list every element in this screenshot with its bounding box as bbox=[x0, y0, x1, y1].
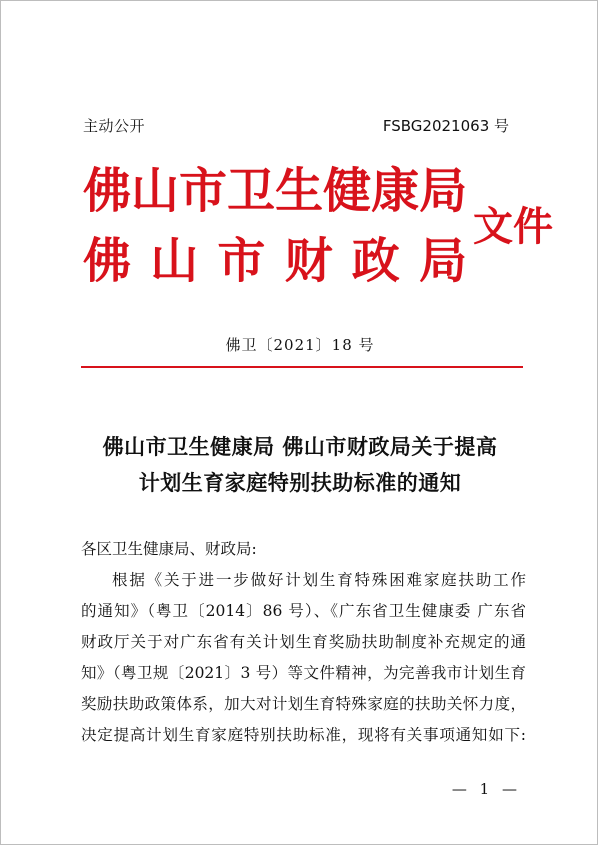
document-title-line-2: 计划生育家庭特别扶助标准的通知 bbox=[138, 470, 462, 495]
paragraph-line: 知》（粤卫规〔2021〕3 号）等文件精神，为完善我市计划生育 bbox=[81, 664, 526, 682]
page-number: — 1 — bbox=[451, 780, 521, 798]
disclosure-label: 主动公开 bbox=[83, 117, 146, 135]
issuer-char: 局 bbox=[419, 163, 468, 219]
document-number: 佛卫〔2021〕18 号 bbox=[225, 336, 375, 354]
paragraph-line: 根据《关于进一步做好计划生育特殊困难家庭扶助工作 bbox=[112, 571, 526, 589]
paragraph-line: 奖励扶助政策体系，加大对计划生育特殊家庭的扶助关怀力度， bbox=[81, 695, 526, 713]
document-title-line-1: 佛山市卫生健康局 佛山市财政局关于提高 bbox=[102, 434, 498, 459]
paragraph-line: 决定提高计划生育家庭特别扶助标准，现将有关事项通知如下: bbox=[81, 726, 526, 744]
issuer-char: 健 bbox=[323, 163, 372, 219]
body-paragraph bbox=[81, 565, 526, 751]
issuer-char: 生 bbox=[275, 163, 324, 219]
issuer-char: 卫 bbox=[227, 163, 276, 219]
issuer-char: 康 bbox=[371, 163, 420, 219]
issuer-char: 山 bbox=[150, 233, 199, 289]
red-divider bbox=[81, 366, 523, 368]
paragraph-line: 的通知》（粤卫〔2014〕86 号）、《广东省卫生健康委 广东省 bbox=[81, 602, 526, 620]
document-suffix: 文件 bbox=[473, 203, 553, 250]
issuer-char: 政 bbox=[351, 233, 400, 289]
issuer-char: 财 bbox=[284, 233, 333, 289]
document-code: FSBG2021063 号 bbox=[382, 117, 509, 135]
salutation: 各区卫生健康局、财政局: bbox=[81, 540, 257, 558]
issuer-char: 佛 bbox=[83, 233, 132, 289]
issuer-char: 市 bbox=[179, 163, 228, 219]
issuer-health-bureau bbox=[83, 163, 468, 219]
paragraph-line: 财政厅关于对广东省有关计划生育奖励扶助制度补充规定的通 bbox=[81, 633, 526, 651]
issuer-char: 局 bbox=[418, 233, 467, 289]
issuer-char: 市 bbox=[217, 233, 266, 289]
issuer-char: 佛 bbox=[83, 163, 132, 219]
issuer-char: 山 bbox=[131, 163, 180, 219]
issuer-finance-bureau bbox=[83, 233, 467, 289]
